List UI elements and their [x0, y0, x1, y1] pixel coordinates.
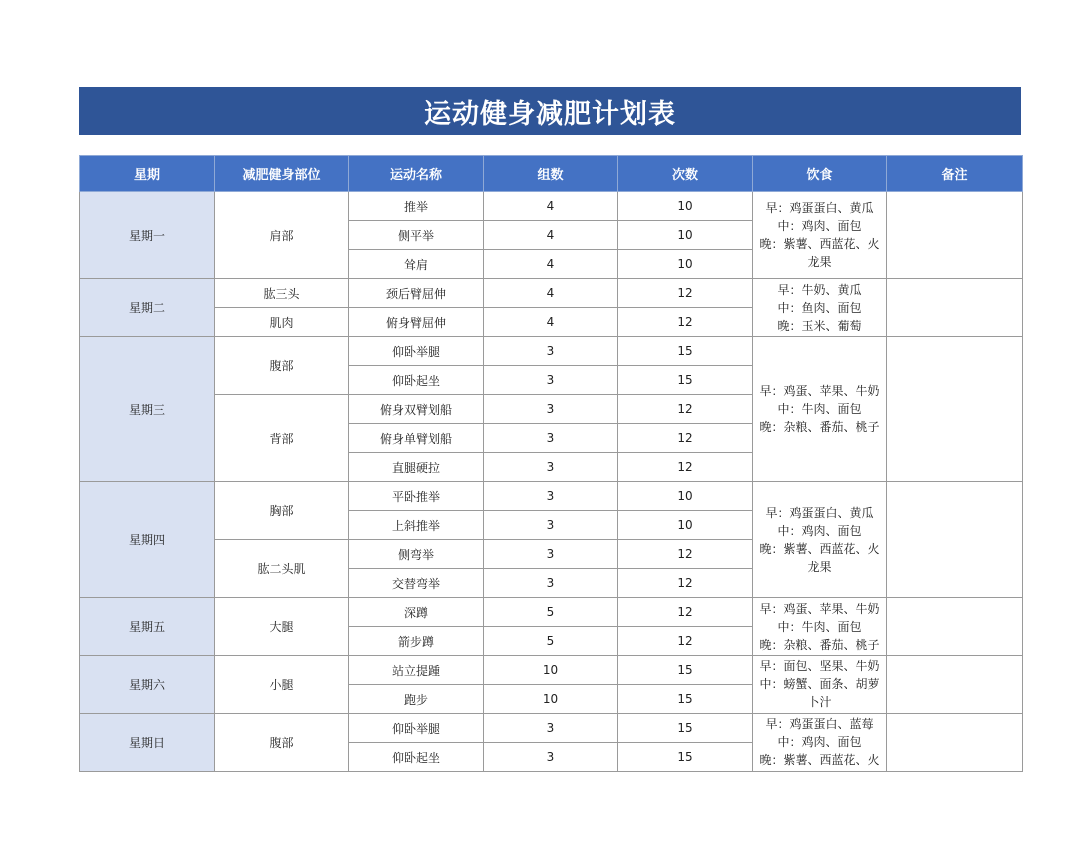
sets-cell: 3	[484, 569, 618, 598]
sets-cell: 4	[484, 279, 618, 308]
diet-cell	[753, 714, 887, 772]
sets-cell: 3	[484, 453, 618, 482]
header-day: 星期	[80, 156, 215, 192]
exercise-name-cell: 俯身双臂划船	[349, 395, 484, 424]
table-row	[80, 598, 1023, 627]
sets-cell: 4	[484, 308, 618, 337]
notes-cell[interactable]	[887, 714, 1023, 772]
reps-cell: 10	[618, 511, 753, 540]
exercise-name-cell: 侧平举	[349, 221, 484, 250]
day-cell: 星期三	[80, 337, 215, 482]
diet-line: 晚：杂粮、番茄、桃子	[759, 637, 880, 652]
reps-cell: 10	[618, 192, 753, 221]
diet-line: 中：牛肉、面包	[777, 619, 862, 634]
reps-cell: 12	[618, 540, 753, 569]
diet-line: 早：鸡蛋蛋白、黄瓜	[765, 505, 874, 520]
body-part-cell: 小腿	[215, 656, 349, 714]
exercise-name-cell: 平卧推举	[349, 482, 484, 511]
reps-cell: 10	[618, 250, 753, 279]
exercise-name-cell: 跑步	[349, 685, 484, 714]
sets-cell: 3	[484, 395, 618, 424]
exercise-name-cell: 箭步蹲	[349, 627, 484, 656]
body-part-cell: 大腿	[215, 598, 349, 656]
sets-cell: 3	[484, 714, 618, 743]
notes-cell[interactable]	[887, 337, 1023, 482]
day-cell: 星期五	[80, 598, 215, 656]
diet-cell	[753, 337, 887, 482]
exercise-name-cell: 交替弯举	[349, 569, 484, 598]
notes-cell[interactable]	[887, 192, 1023, 279]
diet-line: 龙果	[807, 559, 832, 574]
day-cell: 星期一	[80, 192, 215, 279]
day-cell: 星期四	[80, 482, 215, 598]
sets-cell: 5	[484, 627, 618, 656]
diet-line: 中：鱼肉、面包	[777, 300, 862, 315]
reps-cell: 12	[618, 627, 753, 656]
header-sets: 组数	[484, 156, 618, 192]
exercise-name-cell: 耸肩	[349, 250, 484, 279]
diet-line: 卜汁	[807, 694, 832, 709]
body-part-cell: 腹部	[215, 714, 349, 772]
exercise-name-cell: 侧弯举	[349, 540, 484, 569]
diet-line: 早：鸡蛋、苹果、牛奶	[759, 601, 880, 616]
diet-cell	[753, 279, 887, 337]
sets-cell: 3	[484, 482, 618, 511]
reps-cell: 12	[618, 395, 753, 424]
reps-cell: 15	[618, 714, 753, 743]
notes-cell[interactable]	[887, 279, 1023, 337]
diet-line: 中：鸡肉、面包	[777, 734, 862, 749]
diet-line	[753, 769, 886, 771]
exercise-name-cell: 直腿硬拉	[349, 453, 484, 482]
table-row	[80, 279, 1023, 308]
exercise-name-cell: 俯身单臂划船	[349, 424, 484, 453]
diet-line: 晚：玉米、葡萄	[777, 318, 862, 333]
diet-line: 中：鸡肉、面包	[777, 219, 862, 233]
diet-line: 早：鸡蛋蛋白、黄瓜	[765, 201, 874, 215]
sets-cell: 4	[484, 192, 618, 221]
diet-line: 早：牛奶、黄瓜	[777, 282, 862, 297]
page-title: 运动健身减肥计划表	[79, 87, 1021, 135]
diet-line: 晚：紫薯、西蓝花、火	[759, 752, 880, 767]
exercise-name-cell: 仰卧起坐	[349, 366, 484, 395]
reps-cell: 15	[618, 685, 753, 714]
sets-cell: 3	[484, 511, 618, 540]
body-part-cell: 背部	[215, 395, 349, 482]
reps-cell: 12	[618, 279, 753, 308]
reps-cell: 15	[618, 743, 753, 772]
header-diet: 饮食	[753, 156, 887, 192]
diet-line	[753, 711, 886, 713]
table-body	[80, 192, 1023, 772]
header-row	[80, 156, 1023, 192]
fitness-plan-table	[79, 155, 1023, 772]
notes-cell[interactable]	[887, 656, 1023, 714]
table-row	[80, 714, 1023, 743]
table-row	[80, 337, 1023, 366]
exercise-name-cell: 深蹲	[349, 598, 484, 627]
diet-line: 早：鸡蛋、苹果、牛奶	[759, 384, 880, 398]
exercise-name-cell: 仰卧举腿	[349, 714, 484, 743]
notes-cell[interactable]	[887, 598, 1023, 656]
day-cell: 星期二	[80, 279, 215, 337]
exercise-name-cell: 仰卧起坐	[349, 743, 484, 772]
sets-cell: 10	[484, 656, 618, 685]
reps-cell: 10	[618, 221, 753, 250]
exercise-name-cell: 仰卧举腿	[349, 337, 484, 366]
notes-cell[interactable]	[887, 482, 1023, 598]
reps-cell: 12	[618, 308, 753, 337]
body-part-cell: 肩部	[215, 192, 349, 279]
sets-cell: 3	[484, 337, 618, 366]
exercise-name-cell: 颈后臂屈伸	[349, 279, 484, 308]
diet-line: 早：鸡蛋蛋白、蓝莓	[765, 716, 874, 731]
exercise-name-cell: 推举	[349, 192, 484, 221]
diet-line: 中：螃蟹、面条、胡萝	[759, 676, 880, 691]
exercise-name-cell: 上斜推举	[349, 511, 484, 540]
reps-cell: 12	[618, 598, 753, 627]
body-part-cell: 肌肉	[215, 308, 349, 337]
reps-cell: 12	[618, 453, 753, 482]
body-part-cell: 肱二头肌	[215, 540, 349, 598]
diet-line: 龙果	[807, 255, 832, 269]
table-row	[80, 656, 1023, 685]
table-row	[80, 482, 1023, 511]
diet-line: 早：面包、坚果、牛奶	[759, 658, 880, 673]
exercise-name-cell: 俯身臂屈伸	[349, 308, 484, 337]
exercise-name-cell: 站立提踵	[349, 656, 484, 685]
diet-line: 晚：紫薯、西蓝花、火	[759, 237, 880, 251]
reps-cell: 15	[618, 366, 753, 395]
body-part-cell: 腹部	[215, 337, 349, 395]
header-reps: 次数	[618, 156, 753, 192]
sets-cell: 10	[484, 685, 618, 714]
diet-cell	[753, 192, 887, 279]
reps-cell: 15	[618, 656, 753, 685]
sets-cell: 3	[484, 743, 618, 772]
reps-cell: 12	[618, 569, 753, 598]
body-part-cell: 肱三头	[215, 279, 349, 308]
diet-line: 中：鸡肉、面包	[777, 523, 862, 538]
day-cell: 星期六	[80, 656, 215, 714]
sets-cell: 3	[484, 424, 618, 453]
reps-cell: 15	[618, 337, 753, 366]
reps-cell: 12	[618, 424, 753, 453]
diet-line: 晚：紫薯、西蓝花、火	[759, 541, 880, 556]
diet-line: 中：牛肉、面包	[777, 402, 862, 416]
header-notes: 备注	[887, 156, 1023, 192]
diet-line: 晚：杂粮、番茄、桃子	[759, 420, 880, 434]
sets-cell: 3	[484, 540, 618, 569]
sets-cell: 4	[484, 221, 618, 250]
header-exercise-name: 运动名称	[349, 156, 484, 192]
diet-cell	[753, 656, 887, 714]
sets-cell: 3	[484, 366, 618, 395]
diet-cell	[753, 598, 887, 656]
sets-cell: 4	[484, 250, 618, 279]
header-body-part: 减肥健身部位	[215, 156, 349, 192]
day-cell: 星期日	[80, 714, 215, 772]
diet-cell	[753, 482, 887, 598]
table-row	[80, 192, 1023, 221]
reps-cell: 10	[618, 482, 753, 511]
sets-cell: 5	[484, 598, 618, 627]
body-part-cell: 胸部	[215, 482, 349, 540]
